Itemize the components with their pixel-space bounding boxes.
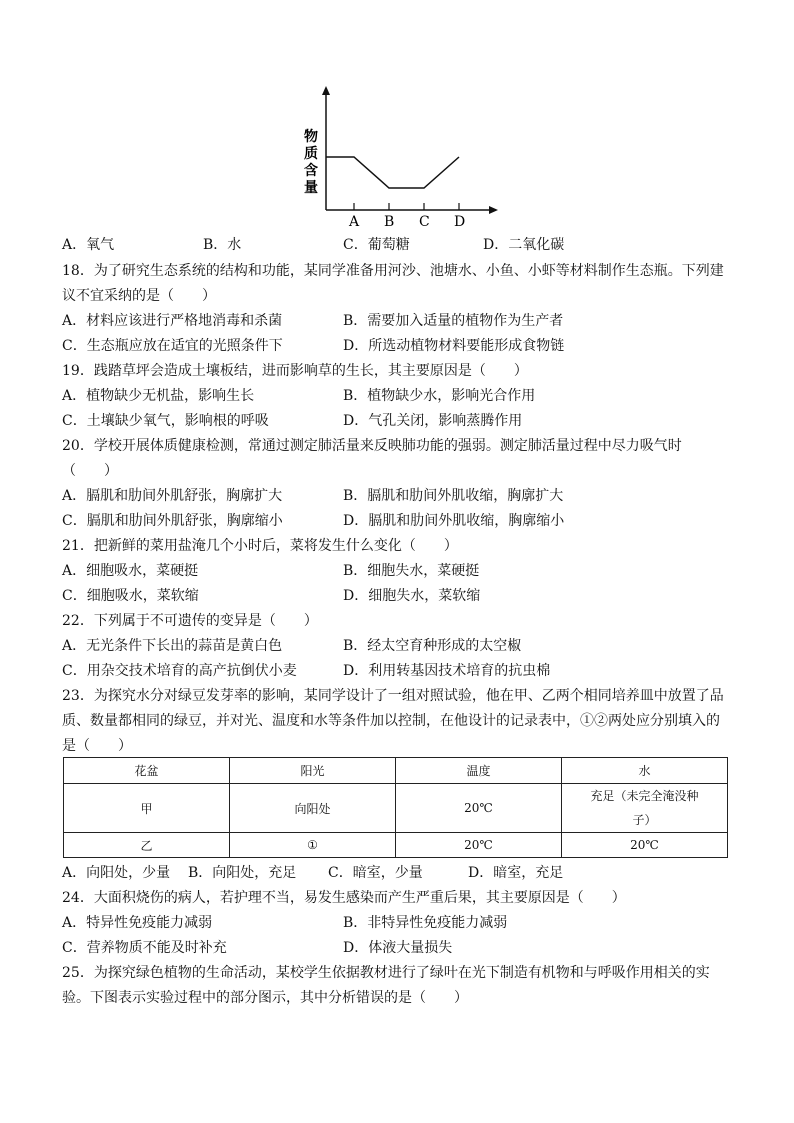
q24-option-b: B．非特异性免疫能力减弱 xyxy=(343,915,508,931)
q17-option-a: A．氧气 xyxy=(62,237,115,253)
table-header-row xyxy=(64,758,728,784)
q23-option-d: D．暗室，充足 xyxy=(468,865,564,881)
q22-option-d: D．利用转基因技术培育的抗虫棉 xyxy=(343,663,551,679)
x-axis-arrow xyxy=(489,206,498,214)
q22-option-c: C．用杂交技术培育的高产抗倒伏小麦 xyxy=(62,663,297,679)
q22-option-b: B．经太空育种形成的太空椒 xyxy=(343,638,522,654)
substance-content-figure xyxy=(290,86,510,226)
q17-option-d: D．二氧化碳 xyxy=(483,237,565,253)
q19-option-d: D．气孔关闭，影响蒸腾作用 xyxy=(343,413,523,429)
q22-option-a: A．无光条件下长出的蒜苗是黄白色 xyxy=(62,638,283,654)
q21-stem-line-1: 21．把新鲜的菜用盐淹几个小时后，菜将发生什么变化（ ） xyxy=(62,538,458,554)
cell-water-2: 20℃ xyxy=(562,833,728,858)
cell-water-line-1: 充足（未完全淹没种 xyxy=(590,789,699,803)
q23-stem-line-2: 质、数量都相同的绿豆，并对光、温度和水等条件加以控制，在他设计的记录表中，①②两处应分别填入的 xyxy=(62,713,720,729)
cell-yi: 乙 xyxy=(64,833,230,858)
q25-stem-line-1: 25．为探究绿色植物的生命活动，某校学生依据教材进行了绿叶在光下制造有机物和与呼吸作用相关的实 xyxy=(62,965,710,981)
q19-option-b: B．植物缺少水，影响光合作用 xyxy=(343,388,536,404)
q20-stem-line-2: （ ） xyxy=(62,463,118,479)
q20-stem-line-1: 20．学校开展体质健康检测，常通过测定肺活量来反映肺功能的强弱。测定肺活量过程中尽力吸气时 xyxy=(62,438,682,454)
q21-option-c: C．细胞吸水，菜软缩 xyxy=(62,588,199,604)
q23-record-table xyxy=(63,757,728,858)
cell-temp-2: 20℃ xyxy=(396,833,562,858)
tick-label-b: B xyxy=(384,214,395,226)
tick-label-a: A xyxy=(349,214,360,226)
q18-stem-line-2: 议不宜采纳的是（ ） xyxy=(62,288,216,304)
ylabel-char-4: 量 xyxy=(304,180,318,196)
y-axis-arrow xyxy=(322,86,330,95)
q18-option-d: D．所选动植物材料要能形成食物链 xyxy=(343,338,565,354)
q17-option-c: C．葡萄糖 xyxy=(343,237,410,253)
ylabel-char-2: 质 xyxy=(304,146,318,162)
tick-label-d: D xyxy=(454,214,466,226)
cell-temp-1: 20℃ xyxy=(396,784,562,833)
cell-water-sufficient xyxy=(562,784,728,833)
q20-option-c: C．膈肌和肋间外肌舒张，胸廓缩小 xyxy=(62,513,283,529)
q24-stem-line-1: 24．大面积烧伤的病人，若护理不当，易发生感染而产生严重后果，其主要原因是（ ） xyxy=(62,890,626,906)
q23-option-c: C．暗室，少量 xyxy=(328,865,423,881)
ylabel-char-1: 物 xyxy=(304,129,318,145)
q24-option-d: D．体液大量损失 xyxy=(343,940,453,956)
cell-jia: 甲 xyxy=(64,784,230,833)
header-temperature: 温度 xyxy=(396,758,562,784)
table-row xyxy=(64,833,728,858)
header-water: 水 xyxy=(562,758,728,784)
q18-option-a: A．材料应该进行严格地消毒和杀菌 xyxy=(62,313,283,329)
cell-blank-1: ① xyxy=(230,833,396,858)
q21-option-d: D．细胞失水，菜软缩 xyxy=(343,588,481,604)
q18-option-c: C．生态瓶应放在适宜的光照条件下 xyxy=(62,338,283,354)
q20-option-d: D．膈肌和肋间外肌收缩，胸廓缩小 xyxy=(343,513,565,529)
content-curve xyxy=(326,157,459,188)
cell-sunny-place: 向阳处 xyxy=(230,784,396,833)
q24-option-a: A．特异性免疫能力减弱 xyxy=(62,915,213,931)
table-row xyxy=(64,784,728,833)
q23-stem-line-1: 23．为探究水分对绿豆发芽率的影响，某同学设计了一组对照试验，他在甲、乙两个相同培养皿中放置了品 xyxy=(62,688,724,704)
cell-water-line-2: 子） xyxy=(632,813,657,827)
q23-option-a: A．向阳处，少量 xyxy=(62,865,171,881)
figure-svg xyxy=(290,86,510,226)
header-sunlight: 阳光 xyxy=(230,758,396,784)
q20-option-b: B．膈肌和肋间外肌收缩，胸廓扩大 xyxy=(343,488,564,504)
q19-stem-line-1: 19．践踏草坪会造成土壤板结，进而影响草的生长，其主要原因是（ ） xyxy=(62,363,528,379)
q20-option-a: A．膈肌和肋间外肌舒张，胸廓扩大 xyxy=(62,488,283,504)
q24-option-c: C．营养物质不能及时补充 xyxy=(62,940,227,956)
q19-option-c: C．土壤缺少氧气，影响根的呼吸 xyxy=(62,413,269,429)
q21-option-b: B．细胞失水，菜硬挺 xyxy=(343,563,480,579)
q18-stem-line-1: 18．为了研究生态系统的结构和功能，某同学准备用河沙、池塘水、小鱼、小虾等材料制作生态瓶。下列建 xyxy=(62,263,724,279)
q18-option-b: B．需要加入适量的植物作为生产者 xyxy=(343,313,564,329)
q25-stem-line-2: 验。下图表示实验过程中的部分图示，其中分析错误的是（ ） xyxy=(62,990,468,1006)
q22-stem-line-1: 22．下列属于不可遗传的变异是（ ） xyxy=(62,613,318,629)
header-flowerpot: 花盆 xyxy=(64,758,230,784)
q17-option-b: B．水 xyxy=(203,237,242,253)
q19-option-a: A．植物缺少无机盐，影响生长 xyxy=(62,388,255,404)
q23-option-b: B．向阳处，充足 xyxy=(188,865,297,881)
q21-option-a: A．细胞吸水，菜硬挺 xyxy=(62,563,199,579)
ylabel-char-3: 含 xyxy=(304,163,318,179)
tick-label-c: C xyxy=(419,214,430,226)
q23-stem-line-3: 是（ ） xyxy=(62,738,132,754)
